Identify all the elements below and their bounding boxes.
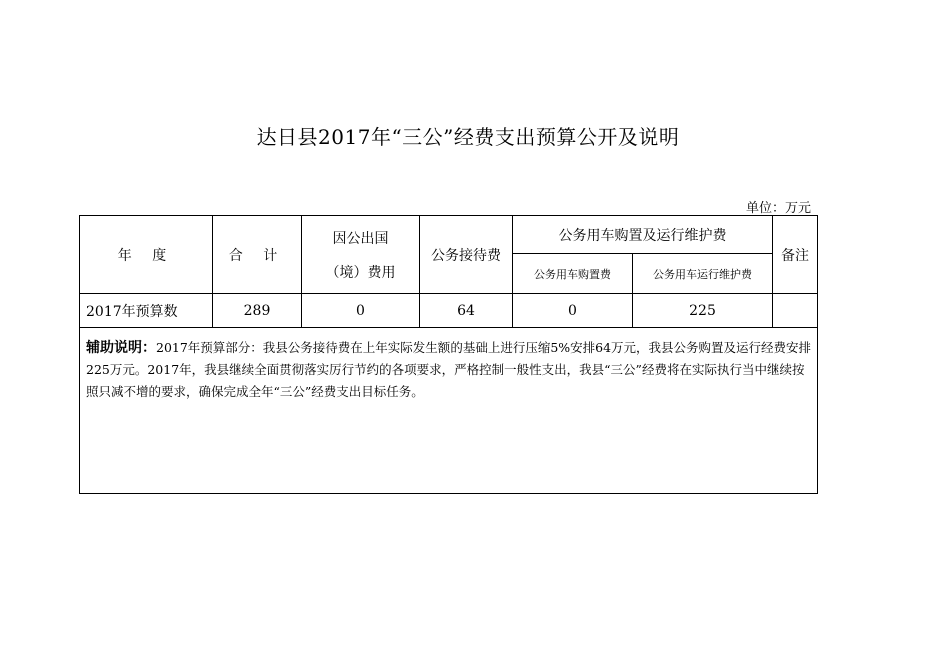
note-text: 2017年预算部分：我县公务接待费在上年实际发生额的基础上进行压缩5%安排64万元，我县公务购置及运行经费安排225万元。2017年，我县继续全面贯彻落实厉行节约的各项要求，严格控制一般性支出，我县“三公”经费将在实际执行当中继续按照只减不增的要求，确保完成全年“三公”经费支出目标任务。: [86, 340, 812, 399]
header-vehicle-purchase: 公务用车购置费: [513, 254, 633, 294]
row-abroad: 0: [302, 294, 420, 328]
header-year: 年 度: [80, 216, 213, 294]
row-remarks: [773, 294, 818, 328]
note-cell: [80, 328, 818, 494]
header-total: 合 计: [213, 216, 302, 294]
header-abroad-line2: （境）费用: [325, 264, 396, 281]
unit-label: 单位：万元: [745, 201, 811, 216]
row-year: 2017年预算数: [80, 294, 213, 328]
header-vehicle-group: 公务用车购置及运行维护费: [513, 216, 773, 254]
table-row: [80, 294, 818, 328]
header-vehicle-operation: 公务用车运行维护费: [633, 254, 773, 294]
header-abroad: [302, 216, 420, 294]
header-remarks: 备注: [773, 216, 818, 294]
row-vehicle-operation: 225: [633, 294, 773, 328]
row-vehicle-purchase: 0: [513, 294, 633, 328]
document-title: 达日县2017年“三公”经费支出预算公开及说明: [256, 125, 680, 149]
header-abroad-line1: 因公出国: [332, 230, 389, 247]
row-reception: 64: [420, 294, 513, 328]
budget-table: [79, 215, 818, 494]
row-total: 289: [213, 294, 302, 328]
header-reception: 公务接待费: [420, 216, 513, 294]
note-label: 辅助说明：: [86, 340, 156, 356]
